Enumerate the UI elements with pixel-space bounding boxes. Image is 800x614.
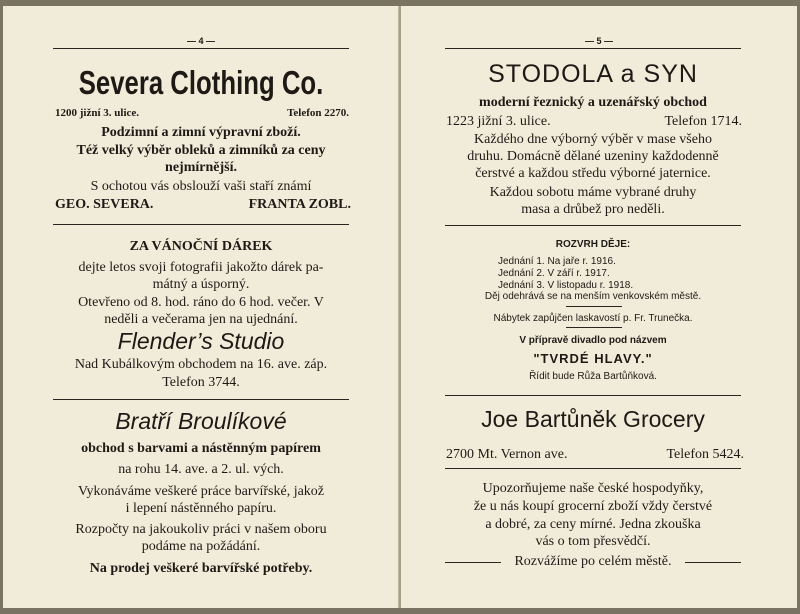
program-note: V přípravě divadlo pod názvem	[519, 335, 667, 346]
ad-text: Upozorňujeme naše české hospodyňky,	[482, 481, 704, 496]
studio-name: Flender’s Studio	[117, 328, 285, 354]
ad-subtitle: obchod s barvami a nástěnným papírem	[81, 441, 321, 456]
ad-text: mátný a úsporný.	[152, 277, 250, 292]
ad-text: i lepení nástěnného papíru.	[125, 501, 277, 516]
ad-title: Bratří Broulíkové	[115, 408, 287, 434]
ad-contact-row	[446, 447, 744, 463]
ad-text: Každou sobotu máme vybrané druhy	[489, 185, 697, 200]
divider	[53, 224, 349, 225]
ad-title: STODOLA a SYN	[488, 60, 698, 88]
program-act: Jednání 2. V září r. 1917.	[498, 268, 610, 279]
ad-address: 2700 Mt. Vernon ave.	[446, 447, 568, 462]
divider	[445, 48, 741, 49]
divider	[445, 468, 741, 469]
ad-text: S ochotou vás obslouží vaši staří známí	[90, 179, 312, 194]
ad-title: Severa Clothing Co.	[78, 64, 324, 101]
left-page	[3, 6, 399, 608]
ad-phone: Telefon 5424.	[666, 447, 744, 462]
program-note: Řídit bude Růža Bartůňková.	[529, 371, 657, 382]
ad-text: druhu. Domácně dělané uzeniny každodenně	[467, 149, 719, 164]
ad-phone: Telefon 3744.	[162, 375, 240, 390]
ad-phone: Telefon 2270.	[287, 107, 349, 119]
ad-address: na rohu 14. ave. a 2. ul. vých.	[118, 462, 284, 477]
short-divider	[566, 327, 622, 328]
divider	[445, 225, 741, 226]
program-act: Jednání 1. Na jaře r. 1916.	[498, 256, 616, 267]
program-setting: Děj odehrává se na menším venkovském městě.	[484, 291, 702, 302]
ad-text: Otevřeno od 8. hod. ráno do 6 hod. večer. V	[78, 295, 324, 310]
page-number: — 4 —	[186, 36, 215, 46]
ad-phone: Telefon 1714.	[664, 114, 742, 129]
ad-text: že u nás koupí grocerní zboží vždy čerstvé	[473, 499, 713, 514]
program-heading: ROZVRH DĚJE:	[555, 239, 631, 250]
divider	[445, 395, 741, 396]
right-page	[401, 6, 797, 608]
ad-text: Na prodej veškeré barvířské potřeby.	[89, 561, 313, 576]
divider	[53, 48, 349, 49]
program-note: Nábytek zapůjčen laskavostí p. Fr. Trunečka.	[493, 313, 693, 324]
ad-text: vás o tom přesvědčí.	[535, 534, 651, 549]
ad-text: Podzimní a zimní výpravní zboží.	[101, 125, 301, 140]
short-divider	[566, 306, 622, 307]
ad-address: 1200 jižní 3. ulice.	[55, 107, 140, 119]
ad-text: a dobré, za ceny mírné. Jedna zkouška	[485, 517, 701, 532]
ad-footer: Rozvážíme po celém městě.	[514, 554, 672, 569]
signature-name: FRANTA ZOBL.	[248, 197, 351, 212]
ad-title: Joe Bartůněk Grocery	[481, 406, 705, 432]
page-number: — 5 —	[584, 36, 613, 46]
program-act: Jednání 3. V listopadu r. 1918.	[498, 280, 634, 291]
ad-address: Nad Kubálkovým obchodem na 16. ave. záp.	[74, 357, 328, 372]
ad-address: 1223 jižní 3. ulice.	[446, 114, 551, 129]
divider	[53, 399, 349, 400]
signature-name: GEO. SEVERA.	[55, 197, 154, 212]
ad-text: Též velký výběr obleků a zimníků za ceny	[76, 143, 326, 158]
play-title: "TVRDÉ HLAVY."	[533, 351, 653, 366]
ad-text: Vykonáváme veškeré práce barvířské, jakož	[77, 484, 325, 499]
ad-contact-row	[446, 114, 742, 130]
ad-text: masa a drůbež pro neděli.	[521, 202, 665, 217]
ad-text: podáme na požádání.	[141, 539, 261, 554]
ad-text: neděli a večerama jen na ujednání.	[104, 312, 298, 327]
ad-heading: ZA VÁNOČNÍ DÁREK	[129, 239, 273, 254]
ad-subtitle: moderní řeznický a uzenářský obchod	[479, 95, 707, 110]
ad-signature-row	[55, 197, 351, 213]
ad-text: Každého dne výborný výběr v mase všeho	[474, 132, 712, 147]
ad-contact-row	[55, 107, 349, 119]
ad-text: Rozpočty na jakoukoliv práci v našem oboru	[75, 522, 327, 537]
ad-text: čerstvé a každou středu výborné jaternice.	[475, 166, 711, 181]
ad-text: dejte letos svoji fotografii jakožto dárek pa-	[78, 260, 324, 275]
short-divider	[685, 562, 741, 563]
ad-text: nejmírnější.	[165, 160, 237, 175]
